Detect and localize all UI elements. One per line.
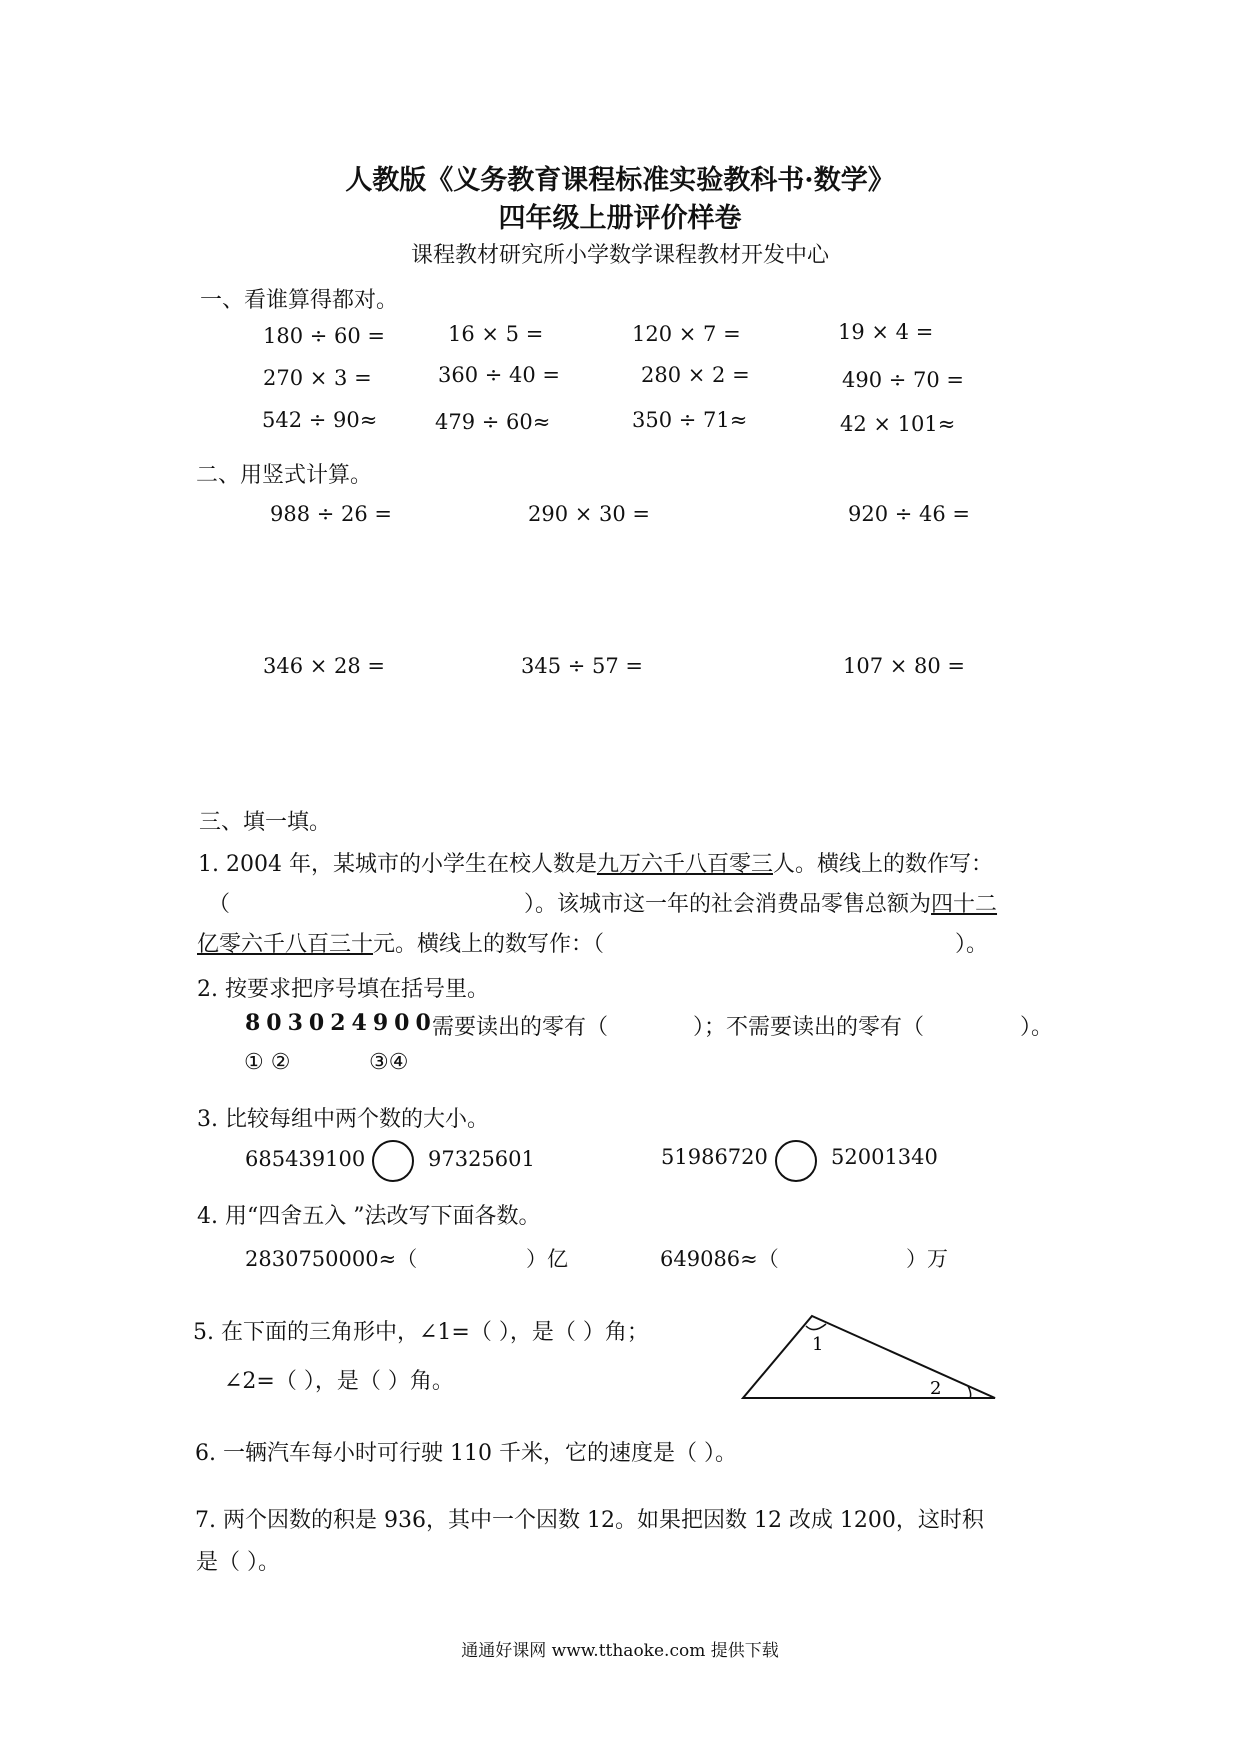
s1-expr: 120 × 7 = [632,322,741,346]
angle2-label: 2 [930,1378,942,1399]
q2-close: ）。 [1020,1015,1054,1040]
s1-expr: 542 ÷ 90≈ [262,408,378,432]
triangle-figure [740,1300,1010,1410]
section2-heading: 二、用竖式计算。 [196,463,373,488]
q3-a-right: 97325601 [428,1147,535,1171]
s1-expr: 360 ÷ 40 = [438,363,561,387]
s2-expr: 988 ÷ 26 = [270,502,393,526]
angle1-label: 1 [812,1334,824,1355]
q2-marks-a: ① ② [244,1050,291,1075]
q3-text: 3. 比较每组中两个数的大小。 [197,1107,489,1132]
q2-not-read: ）；不需要读出的零有（ [693,1015,925,1040]
s1-expr: 270 × 3 = [263,366,372,390]
document-subtitle-grade: 四年级上册评价样卷 [498,203,742,234]
s1-expr: 490 ÷ 70 = [842,368,965,392]
q2-digits: 803024900 [245,1010,437,1036]
q3-a-left: 685439100 [245,1147,366,1171]
q4-text: 4. 用“四舍五入 ”法改写下面各数。 [197,1204,541,1229]
section3-heading: 三、填一填。 [199,810,332,835]
document-title: 人教版《义务教育课程标准实验教科书·数学》 [345,165,895,196]
s1-expr: 16 × 5 = [448,322,544,346]
q5-line2: ∠2=（ ），是（ ）角。 [224,1369,454,1394]
s2-expr: 107 × 80 = [843,654,966,678]
q1-line1: 1. 2004 年，某城市的小学生在校人数是九万六千八百零三人。横线上的数作写： [198,852,993,877]
footer-text: 通通好课网 www.tthaoke.com 提供下载 [461,1641,779,1661]
q4-b-end: ）万 [906,1247,948,1271]
angle1-arc [806,1324,826,1330]
q3-a-circle[interactable] [372,1140,414,1182]
q3-b-circle[interactable] [775,1140,817,1182]
q1-line2-open: （ [208,892,231,917]
q2-need-read: 需要读出的零有（ [432,1015,609,1040]
triangle-shape [743,1316,995,1398]
document-author: 课程教材研究所小学数学课程教材开发中心 [410,243,829,268]
q2-number [245,1010,437,1036]
section1-heading: 一、看谁算得都对。 [200,288,399,313]
s1-expr: 19 × 4 = [838,320,934,344]
s1-expr: 180 ÷ 60 = [263,324,386,348]
s1-expr: 350 ÷ 71≈ [632,408,748,432]
q1-line3-close: ）。 [955,932,989,957]
q4-b: 649086≈（ [660,1247,779,1271]
q4-a: 2830750000≈（ [245,1247,418,1271]
s2-expr: 290 × 30 = [528,502,651,526]
q6-text: 6. 一辆汽车每小时可行驶 110 千米，它的速度是（ ）。 [195,1441,737,1466]
q2-text: 2. 按要求把序号填在括号里。 [197,977,489,1002]
q7-line2: 是（ ）。 [196,1550,280,1575]
q1-line2: ）。该城市这一年的社会消费品零售总额为四十二 [524,892,998,917]
q7-line1: 7. 两个因数的积是 936，其中一个因数 12。如果把因数 12 改成 1200，这时积 [195,1508,984,1533]
q5-line1: 5. 在下面的三角形中，∠1=（ ），是（ ）角； [193,1320,649,1345]
s2-expr: 920 ÷ 46 = [848,502,971,526]
q4-a-end: ）亿 [526,1247,568,1271]
q2-marks-b: ③④ [369,1050,409,1075]
s1-expr: 280 × 2 = [641,363,750,387]
s1-expr: 479 ÷ 60≈ [435,410,551,434]
s1-expr: 42 × 101≈ [840,412,956,436]
s2-expr: 345 ÷ 57 = [521,654,644,678]
q3-b-right: 52001340 [831,1145,938,1169]
q3-b-left: 51986720 [661,1145,768,1169]
q1-line3: 亿零六千八百三十元。横线上的数写作：（ [197,932,605,957]
s2-expr: 346 × 28 = [263,654,386,678]
